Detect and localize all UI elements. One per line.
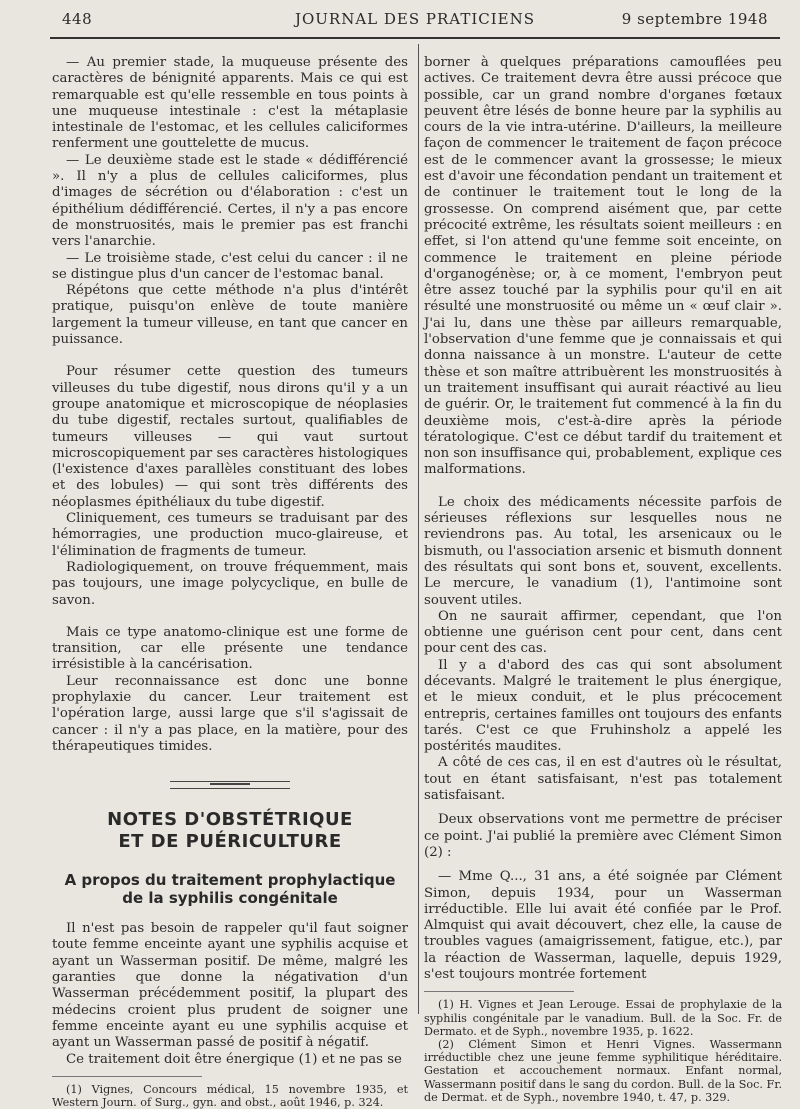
journal-title: JOURNAL DES PRATICIENS <box>294 10 536 28</box>
paragraph: Pour résumer cette question des tumeurs villeuses du tube digestif, nous dirons qu'il y a un groupe anatomique et microscopique de néoplasies du tube digestif, rectales surtout, qualifiables de tumeurs villeuses — qui vaut surtout microscopiquement par ses caractères histologiques (l'existence d'axes parallèles constituant des lobes et des lobules) — qui sont très différents des néoplasmes épithéliaux du tube digestif. <box>52 364 408 510</box>
paragraph: Cliniquement, ces tumeurs se traduisant par des hémorragies, une production muco-glaireuse, et l'élimination de fragments de tumeur. <box>52 511 408 559</box>
paragraph: — Le deuxième stade est le stade « dédifférencié ». Il n'y a plus de cellules caliciformes, plus d'images de sécrétion ou d'élaboration : c'est un épithélium dédifférencié. Certes, il n'y a pas encore de monstruosités, mais le premier pas est franchi vers l'anarchie. <box>52 152 408 250</box>
paragraph: — Au premier stade, la muqueuse présente des caractères de bénignité apparents. Mais ce qui est remarquable est qu'elle ressemble en tous points à une muqueuse intestinale : c'est la métaplasie intestinale de l'estomac, et les cellules caliciformes renferment une gouttelette de mucus. <box>52 55 408 152</box>
footnotes: (1) H. Vignes et Jean Lerouge. Essai de prophylaxie de la syphilis congénitale par le vanadium. Bull. de la Soc. Fr. de Dermato. et de Syph., novembre 1935, p. 1622. (2) Clément Simon et Henri Vignes. Wassermann irréductible chez une jeune femme syphilitique héréditaire. Gestation et accouchement normaux. Enfant normal, Wassermann positif dans le sang du cordon. Bull. de la Soc. Fr. de Dermat. et de Syph., novembre 1940, t. 47, p. 329. <box>424 998 782 1104</box>
header-rule <box>50 37 780 39</box>
paragraph: Deux observations vont me permettre de préciser ce point. J'ai publié la première avec Clément Simon (2) : <box>424 812 782 860</box>
footnote: (1) Vignes, Concours médical, 15 novembre 1935, et Western Journ. of Surg., gyn. and obst., août 1946, p. 324. <box>52 1082 408 1109</box>
paragraph: — Le troisième stade, c'est celui du cancer : il ne se distingue plus d'un cancer de l'estomac banal. <box>52 250 408 282</box>
paragraph: borner à quelques préparations camouflées peu actives. Ce traitement devra être aussi précoce que possible, car un grand nombre d'organes fœtaux peuvent être lésés de bonne heure par la syphilis au cours de la vie intra-utérine. D'ailleurs, la meilleure façon de commencer le traitement de façon précoce est de le commencer avant la grossesse; le mieux est d'avoir une fécondation pendant un traitement et de continuer le traitement tout le long de la grossesse. On comprend aisément que, par cette précocité extrême, les résultats soient meilleurs : en effet, si l'on attend qu'une femme soit enceinte, on commence le traitement en pleine période d'organogénèse; or, à ce moment, l'embryon peut être assez touché par la syphilis pour qu'il en ait résulté une monstruosité ou même un « œuf clair ». J'ai lu, dans une thèse par ailleurs remarquable, l'observation d'une femme que je connaissais et qui donna naissance à un monstre. L'auteur de cette thèse et son maître attribuèrent les monstruosités à un traitement insuffisant qui aurait réactivé au lieu de guérir. Or, le traitement fut commencé à la fin du deuxième mois, c'est-à-dire après la période tératologique. C'est ce début tardif du traitement et non son insuffisance qui, probablement, explique ces malformations. <box>424 55 783 478</box>
page-number: 448 <box>62 10 93 28</box>
paragraph: Ce traitement doit être énergique (1) et ne pas se <box>66 1051 402 1067</box>
paragraph: A côté de ces cas, il en est d'autres où le résultat, tout en étant satisfaisant, n'est pas totalement satisfaisant. <box>424 755 782 804</box>
column-divider <box>418 44 419 1014</box>
section-heading: NOTES D'OBSTÉTRIQUE ET DE PUÉRICULTURE <box>107 809 353 853</box>
footnote-rule <box>52 1076 202 1077</box>
article-title: A propos du traitement prophylactique de la syphilis congénitale <box>64 871 396 908</box>
paragraph: Il y a d'abord des cas qui sont absolument décevants. Malgré le traitement le plus énergique, et le mieux conduit, et le plus précocement entrepris, certaines familles ont toujours des enfants tarés. C'est ce que Fruhinsholz a appelé les postérités maudites. <box>424 657 782 755</box>
paragraph: On ne saurait affirmer, cependant, que l'on obtienne une guérison cent pour cent, dans cent pour cent des cas. <box>424 608 782 657</box>
footnote-rule <box>424 991 574 992</box>
right-column <box>424 55 782 1104</box>
paragraph: — Mme Q..., 31 ans, a été soignée par Clément Simon, depuis 1934, pour un Wasserman irréductible. Elle lui avait été confiée par le Prof. Almquist qui avait découvert, chez elle, la cause de troubles vagues (amaigrissement, fatigue, etc.), par la réaction de Wasserman, laquelle, depuis 1929, s'est toujours montrée fortement <box>424 869 782 983</box>
paragraph: Le choix des médicaments nécessite parfois de sérieuses réflexions sur lesquelles nous ne reviendrons pas. Au total, les arsenicaux ou le bismuth, ou l'association arsenic et bismuth donnent des résultats qui sont bons et, souvent, excellents. Le mercure, le vanadium (1), l'antimoine sont souvent utiles. <box>424 494 782 608</box>
paragraph: Leur reconnaissance est donc une bonne prophylaxie du cancer. Leur traitement est l'opération large, aussi large que s'il s'agissait de cancer : il n'y a pas place, en la matière, pour des thérapeutiques timides. <box>52 673 408 754</box>
paragraph: Radiologiquement, on trouve fréquemment, mais pas toujours, une image polycyclique, en bulle de savon. <box>52 559 408 608</box>
paragraph: Mais ce type anatomo-clinique est une forme de transition, car elle présente une tendance irrésistible à la cancérisation. <box>52 624 408 673</box>
left-column <box>52 55 408 1109</box>
paragraph: Répétons que cette méthode n'a plus d'intérêt pratique, puisqu'on enlève de toute manière largement la tumeur villeuse, en tant que cancer en puissance. <box>52 283 408 348</box>
paragraph: Il n'est pas besoin de rappeler qu'il faut soigner toute femme enceinte ayant une syphilis acquise et ayant un Wasserman positif. De même, malgré les garanties que donne la négativation d'un Wasserman précédemment positif, la plupart des médecins croient plus prudent de soigner une femme enceinte ayant eu une syphilis acquise et ayant un Wasserman passé de positif à négatif. <box>52 921 408 1051</box>
section-ornament <box>170 781 290 789</box>
issue-date: 9 septembre 1948 <box>621 10 768 28</box>
